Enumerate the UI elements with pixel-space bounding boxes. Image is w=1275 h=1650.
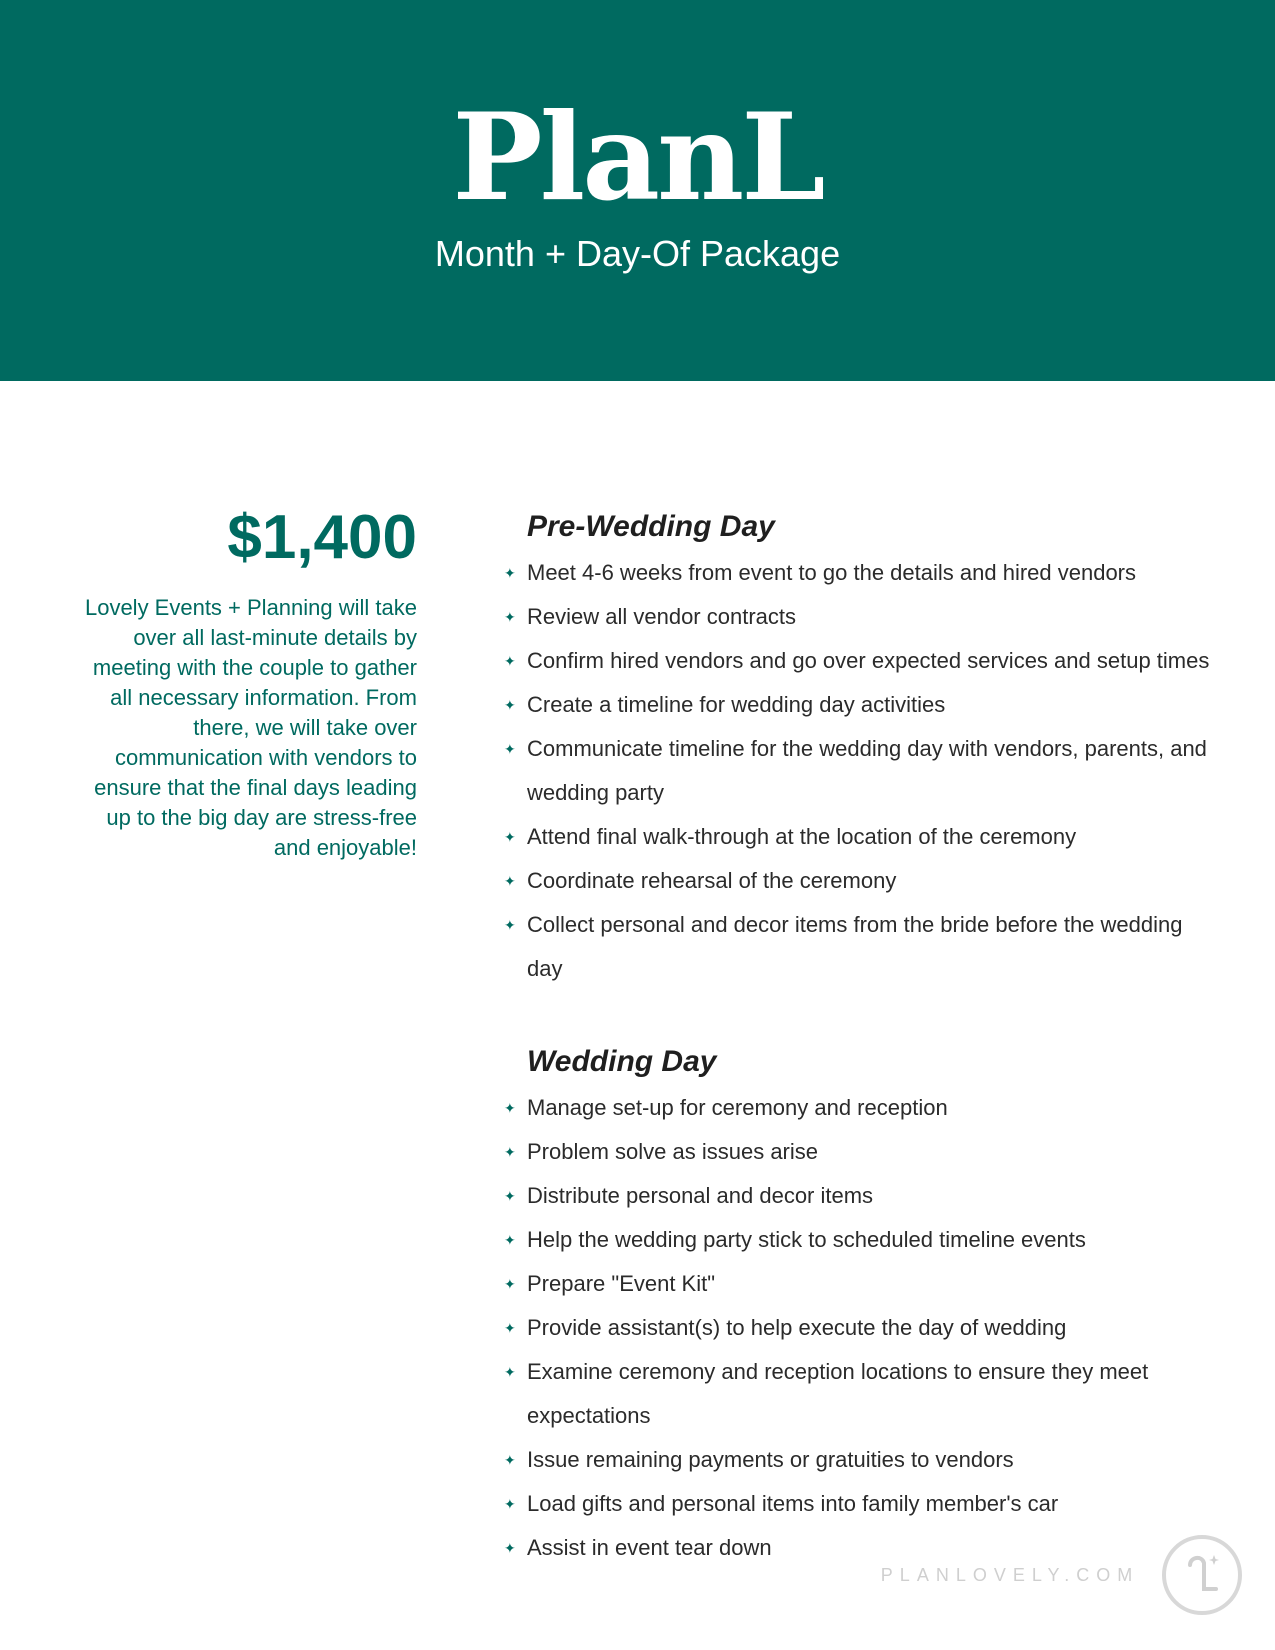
list-item: ✦ Communicate timeline for the wedding day with vendors, parents, and wedding party: [500, 727, 1210, 815]
diamond-bullet-icon: ✦: [504, 565, 516, 581]
list-item: ✦ Meet 4-6 weeks from event to go the details and hired vendors: [500, 551, 1210, 595]
list-item: ✦ Examine ceremony and reception locations to ensure they meet expectations: [500, 1350, 1210, 1438]
diamond-bullet-icon: ✦: [504, 1276, 516, 1292]
service-list: [500, 551, 1210, 991]
list-item: ✦ Assist in event tear down: [500, 1526, 1210, 1570]
section-wedding-day: [500, 1040, 1210, 1570]
diamond-bullet-icon: ✦: [504, 1188, 516, 1204]
list-item: ✦ Help the wedding party stick to scheduled timeline events: [500, 1218, 1210, 1262]
services-panel: [500, 505, 1210, 1570]
list-item: ✦ Issue remaining payments or gratuities to vendors: [500, 1438, 1210, 1482]
section-spacer: [500, 991, 1210, 1040]
list-item: ✦ Load gifts and personal items into family member's car: [500, 1482, 1210, 1526]
brand-logo: PlanL: [452, 87, 823, 228]
list-item: ✦ Attend final walk-through at the location of the ceremony: [500, 815, 1210, 859]
diamond-bullet-icon: ✦: [504, 741, 516, 757]
diamond-bullet-icon: ✦: [504, 1496, 516, 1512]
list-item: ✦ Collect personal and decor items from the bride before the wedding day: [500, 903, 1210, 991]
diamond-bullet-icon: ✦: [504, 609, 516, 625]
list-item: ✦ Provide assistant(s) to help execute the day of wedding: [500, 1306, 1210, 1350]
service-list: [500, 1086, 1210, 1570]
list-item: ✦ Create a timeline for wedding day activities: [500, 683, 1210, 727]
section-title: Wedding Day: [527, 1045, 717, 1078]
diamond-bullet-icon: ✦: [504, 653, 516, 669]
pricing-panel: [80, 500, 417, 863]
list-item: ✦ Coordinate rehearsal of the ceremony: [500, 859, 1210, 903]
diamond-bullet-icon: ✦: [504, 1452, 516, 1468]
diamond-bullet-icon: ✦: [504, 1540, 516, 1556]
logo-monogram-icon: [1162, 1535, 1242, 1615]
package-description: Lovely Events + Planning will take over all last-minute details by meeting with the couple to gather all necessary information. From there, we will take over communication with vendors to ensure that the final days leading up to the big day are stress-free and enjoyable!: [84, 595, 417, 860]
header-banner: [0, 0, 1275, 381]
package-price: $1,400: [227, 503, 417, 572]
diamond-bullet-icon: ✦: [504, 1364, 516, 1380]
diamond-bullet-icon: ✦: [504, 1232, 516, 1248]
section-pre-wedding-day: [500, 505, 1210, 991]
list-item: ✦ Problem solve as issues arise: [500, 1130, 1210, 1174]
diamond-bullet-icon: ✦: [504, 1144, 516, 1160]
diamond-bullet-icon: ✦: [504, 1320, 516, 1336]
list-item: ✦ Review all vendor contracts: [500, 595, 1210, 639]
diamond-bullet-icon: ✦: [504, 873, 516, 889]
list-item: ✦ Distribute personal and decor items: [500, 1174, 1210, 1218]
list-item: ✦ Prepare "Event Kit": [500, 1262, 1210, 1306]
section-title: Pre-Wedding Day: [527, 510, 775, 543]
diamond-bullet-icon: ✦: [504, 829, 516, 845]
diamond-bullet-icon: ✦: [504, 917, 516, 933]
website-url: PLANLOVELY.COM: [880, 1565, 1140, 1585]
list-item: ✦ Confirm hired vendors and go over expected services and setup times: [500, 639, 1210, 683]
diamond-bullet-icon: ✦: [504, 697, 516, 713]
package-subtitle: Month + Day-Of Package: [434, 233, 841, 274]
list-item: ✦ Manage set-up for ceremony and reception: [500, 1086, 1210, 1130]
diamond-bullet-icon: ✦: [504, 1100, 516, 1116]
